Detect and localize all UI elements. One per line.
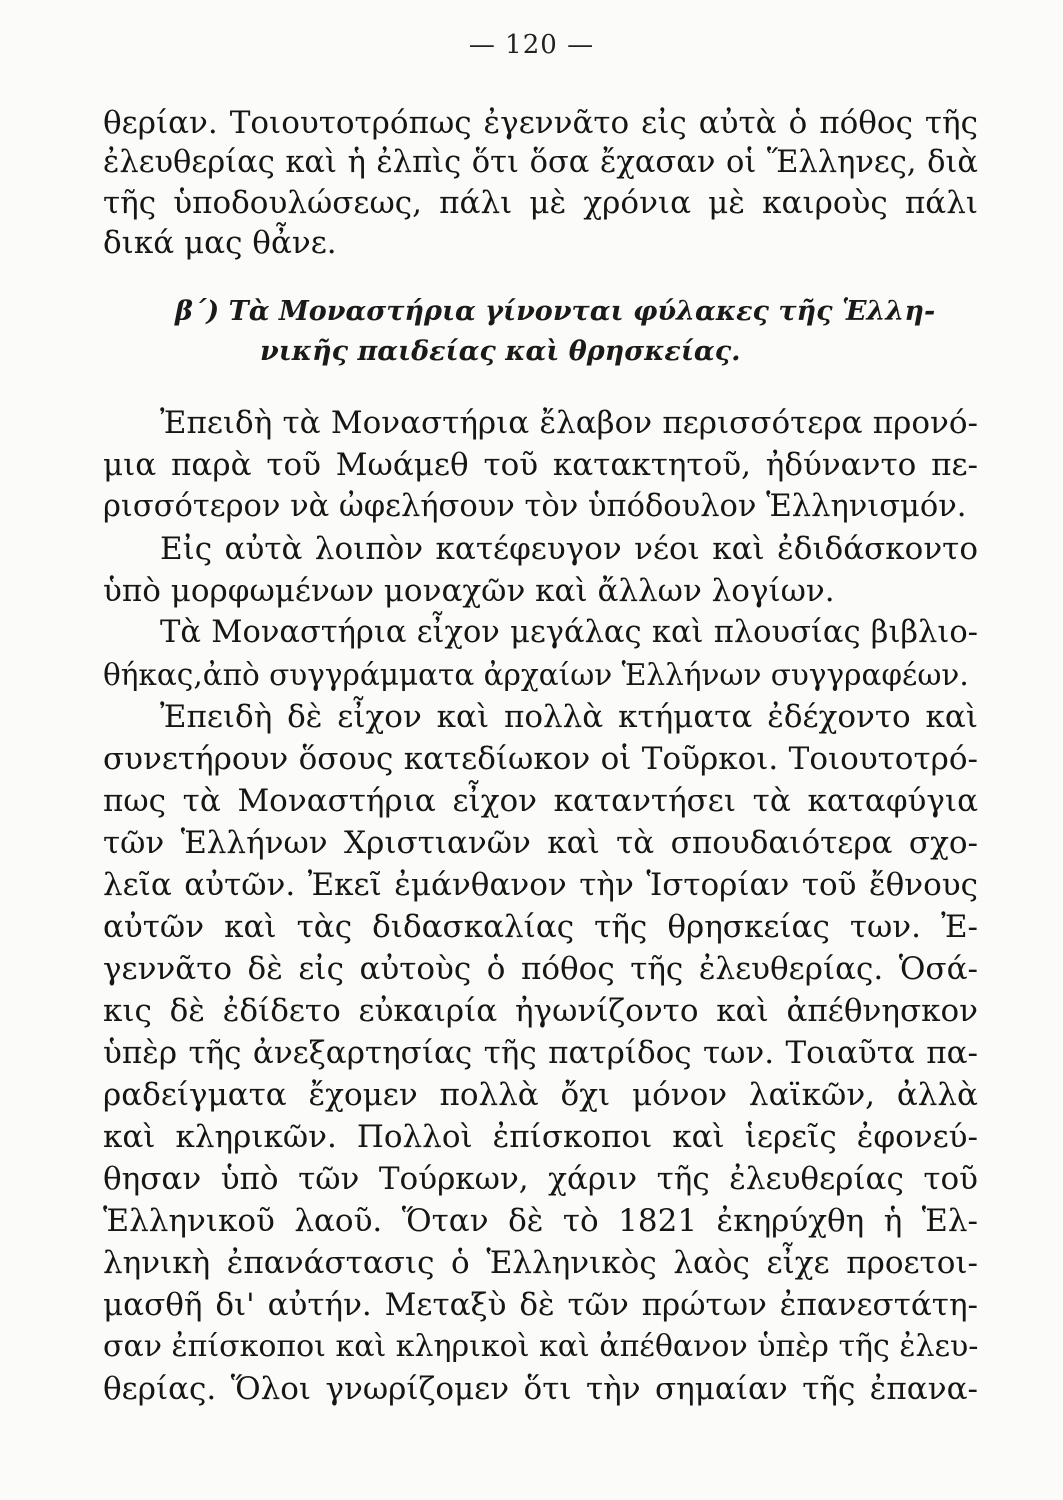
text-line: Εἰς αὐτὰ λοιπὸν κατέφευγον νέοι καὶ ἐδιδάσκοντο [160,531,978,567]
text-line: θερίαν. Τοιουτοτρόπως ἐγεννᾶτο εἰς αὐτὰ ὁ πόθος τῆς [103,105,978,141]
text-line: τῶν Ἑλλήνων Χριστιανῶν καὶ τὰ σπουδαιότερα σχο- [103,825,978,861]
text-line: λεῖα αὐτῶν. Ἐκεῖ ἐμάνθανον τὴν Ἱστορίαν τοῦ ἔθνους [103,867,978,903]
text-line: γεννᾶτο δὲ εἰς αὐτοὺς ὁ πόθος τῆς ἐλευθερίας. Ὁσά- [103,951,978,987]
text-line: ληνικὴ ἐπανάστασις ὁ Ἑλληνικὸς λαὸς εἶχε προετοι- [103,1245,978,1281]
text-line: Ἐπειδὴ τὰ Μοναστήρια ἔλαβον περισσότερα προνό- [160,405,978,441]
text-line: ρισσότερον νὰ ὠφελήσουν τὸν ὑπόδουλον Ἑλληνισμόν. [103,489,967,524]
text-line: ὑπὸ μορφωμένων μοναχῶν καὶ ἄλλων λογίων. [103,573,835,609]
text-line: Ἐπειδὴ δὲ εἶχον καὶ πολλὰ κτήματα ἐδέχοντο καὶ [160,699,978,735]
text-line: καὶ κληρικῶν. Πολλοὶ ἐπίσκοποι καὶ ἱερεῖς ἐφονεύ- [103,1119,978,1155]
text-line: κις δὲ ἐδίδετο εὐκαιρία ἠγωνίζοντο καὶ ἀπέθνησκον [103,993,978,1029]
text-line: Ἑλληνικοῦ λαοῦ. Ὅταν δὲ τὸ 1821 ἐκηρύχθη ἡ Ἑλ- [103,1203,978,1239]
section-heading: νικῆς παιδείας καὶ θρησκείας. [260,336,741,367]
text-line: Τὰ Μοναστήρια εἶχον μεγάλας καὶ πλουσίας βιβλιο- [160,615,978,650]
text-line: δικά μας θἆνε. [103,225,337,261]
text-line: τῆς ὑποδουλώσεως, πάλι μὲ χρόνια μὲ καιροὺς πάλι [103,185,978,221]
page-number: — 120 — [468,30,595,60]
text-line: θησαν ὑπὸ τῶν Τούρκων, χάριν τῆς ἐλευθερίας τοῦ [103,1161,978,1197]
text-line: ὑπὲρ τῆς ἀνεξαρτησίας τῆς πατρίδος των. Τοιαῦτα πα- [103,1035,978,1071]
text-line: ἐλευθερίας καὶ ἡ ἐλπὶς ὅτι ὅσα ἔχασαν οἱ Ἕλληνες, διὰ [103,145,978,180]
text-line: αὐτῶν καὶ τὰς διδασκαλίας τῆς θρησκείας των. Ἐ- [103,909,978,945]
text-line: συνετήρουν ὅσους κατεδίωκον οἱ Τοῦρκοι. Τοιουτοτρό- [103,741,978,777]
text-line: θήκας,ἀπὸ συγγράμματα ἀρχαίων Ἑλλήνων συγγραφέων. [103,658,969,692]
section-heading: β΄) Τὰ Μοναστήρια γίνονται φύλακες τῆς Ἑλλη- [175,296,936,327]
text-line: θερίας. Ὅλοι γνωρίζομεν ὅτι τὴν σημαίαν τῆς ἐπανα- [103,1371,978,1407]
text-line: ραδείγματα ἔχομεν πολλὰ ὄχι μόνον λαϊκῶν, ἀλλὰ [103,1077,978,1113]
text-line: μασθῆ δι' αὐτήν. Μεταξὺ δὲ τῶν πρώτων ἐπανεστάτη- [103,1287,978,1323]
text-line: σαν ἐπίσκοποι καὶ κληρικοὶ καὶ ἀπέθανον ὑπὲρ τῆς ἐλευ- [103,1329,979,1364]
text-line: πως τὰ Μοναστήρια εἶχον καταντήσει τὰ καταφύγια [103,783,978,819]
text-line: μια παρὰ τοῦ Μωάμεθ τοῦ κατακτητοῦ, ἠδύναντο πε- [103,447,978,483]
